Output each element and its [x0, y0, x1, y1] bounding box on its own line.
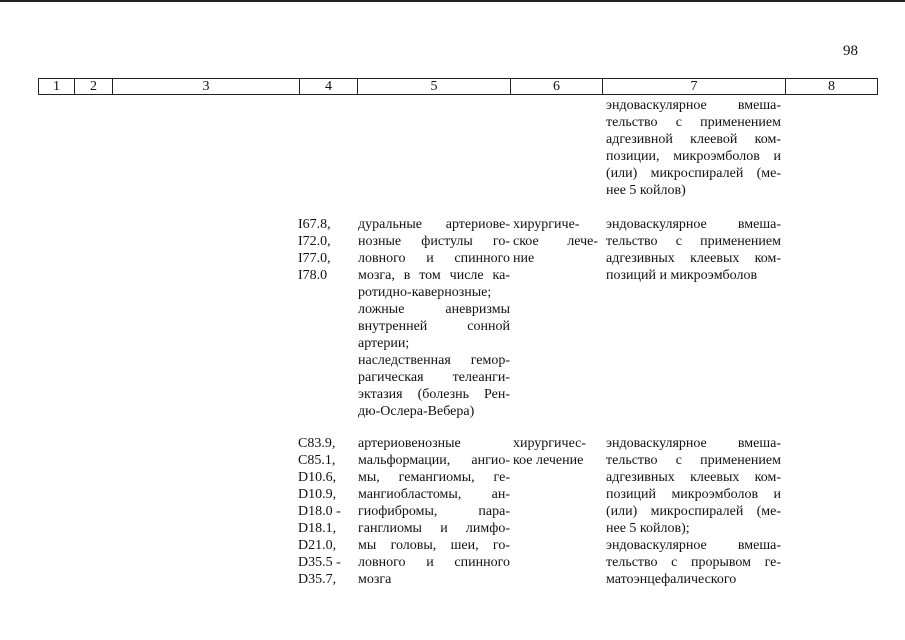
column-header-table	[38, 78, 878, 95]
text-line: рагическая телеанги-	[358, 370, 510, 385]
text-line: хирургичес-	[513, 436, 587, 451]
row-diagnosis-text	[358, 216, 510, 420]
text-line: тельство с прорывом ге-	[606, 555, 781, 570]
text-line: эндоваскулярное вмеша-	[606, 436, 781, 451]
column-number: 6	[511, 79, 603, 95]
text-line: адгезивных клеевых ком-	[606, 251, 781, 266]
text-line: адгезивных клеевых ком-	[606, 470, 781, 485]
text-line: мы головы, шеи, го-	[358, 538, 510, 553]
text-line: адгезивной клеевой ком-	[606, 132, 781, 147]
text-line: мальформации, ангио-	[358, 453, 510, 468]
row-method-text	[606, 216, 781, 284]
text-line: позиции, микроэмболов и	[606, 149, 781, 164]
text-line: ние	[513, 251, 535, 266]
text-line: ловного и спинного	[358, 251, 510, 266]
text-line: ротидно-кавернозные;	[358, 285, 492, 300]
row-method-text	[606, 97, 781, 199]
text-line: мы, гемангиомы, ге-	[358, 470, 510, 485]
text-line: внутренней сонной	[358, 319, 510, 334]
row-icd-codes	[298, 435, 358, 588]
text-line: тельство с применением	[606, 234, 781, 249]
column-number: 8	[786, 79, 878, 95]
row-icd-codes	[298, 216, 358, 284]
column-number: 1	[39, 79, 75, 95]
text-line: тельство с применением	[606, 453, 781, 468]
column-number: 4	[300, 79, 358, 95]
text-line: дуральные артериове-	[358, 217, 510, 232]
icd-code: I78.0	[298, 268, 328, 283]
text-line: нее 5 койлов)	[606, 183, 686, 198]
text-line: эктазия (болезнь Рен-	[358, 387, 510, 402]
column-number: 5	[358, 79, 511, 95]
row-treatment-type	[513, 435, 598, 469]
text-line: наследственная гемор-	[358, 353, 510, 368]
top-rule	[0, 0, 905, 2]
text-line: эндоваскулярное вмеша-	[606, 98, 781, 113]
text-line: (или) микроспиралей (ме-	[606, 166, 781, 181]
text-line: мозга	[358, 572, 392, 587]
text-line: мангиобластомы, ан-	[358, 487, 510, 502]
text-line: ложные аневризмы	[358, 302, 510, 317]
text-line: эндоваскулярное вмеша-	[606, 217, 781, 232]
icd-code: D18.1,	[298, 521, 337, 536]
icd-code: C85.1,	[298, 453, 336, 468]
page-number: 98	[843, 43, 858, 59]
icd-code: I72.0,	[298, 234, 331, 249]
icd-code: I67.8,	[298, 217, 331, 232]
text-line: нозные фистулы го-	[358, 234, 510, 249]
text-line: позиций микроэмболов и	[606, 487, 781, 502]
text-line: артериовенозные	[358, 436, 461, 451]
icd-code: D21.0,	[298, 538, 337, 553]
text-line: кое лечение	[513, 453, 584, 468]
text-line: тельство с применением	[606, 115, 781, 130]
text-line: хирургиче-	[513, 217, 580, 232]
row-treatment-type	[513, 216, 598, 267]
row-method-text	[606, 435, 781, 588]
text-line: ское лече-	[513, 234, 598, 249]
text-line: ганглиомы и лимфо-	[358, 521, 510, 536]
icd-code: C83.9,	[298, 436, 336, 451]
icd-code: D35.7,	[298, 572, 337, 587]
text-line: артерии;	[358, 336, 410, 351]
icd-code: D35.5 -	[298, 555, 341, 570]
column-number: 2	[75, 79, 113, 95]
icd-code: D18.0 -	[298, 504, 341, 519]
icd-code: D10.6,	[298, 470, 337, 485]
text-line: (или) микроспиралей (ме-	[606, 504, 781, 519]
text-line: гиофибромы, пара-	[358, 504, 510, 519]
text-line: матоэнцефалического	[606, 572, 737, 587]
text-line: нее 5 койлов);	[606, 521, 690, 536]
text-line: дю-Ослера-Вебера)	[358, 404, 475, 419]
icd-code: D10.9,	[298, 487, 337, 502]
icd-code: I77.0,	[298, 251, 331, 266]
text-line: ловного и спинного	[358, 555, 510, 570]
text-line: мозга, в том числе ка-	[358, 268, 510, 283]
text-line: позиций и микроэмболов	[606, 268, 758, 283]
text-line: эндоваскулярное вмеша-	[606, 538, 781, 553]
column-number: 3	[113, 79, 300, 95]
column-number: 7	[603, 79, 786, 95]
row-diagnosis-text	[358, 435, 510, 588]
